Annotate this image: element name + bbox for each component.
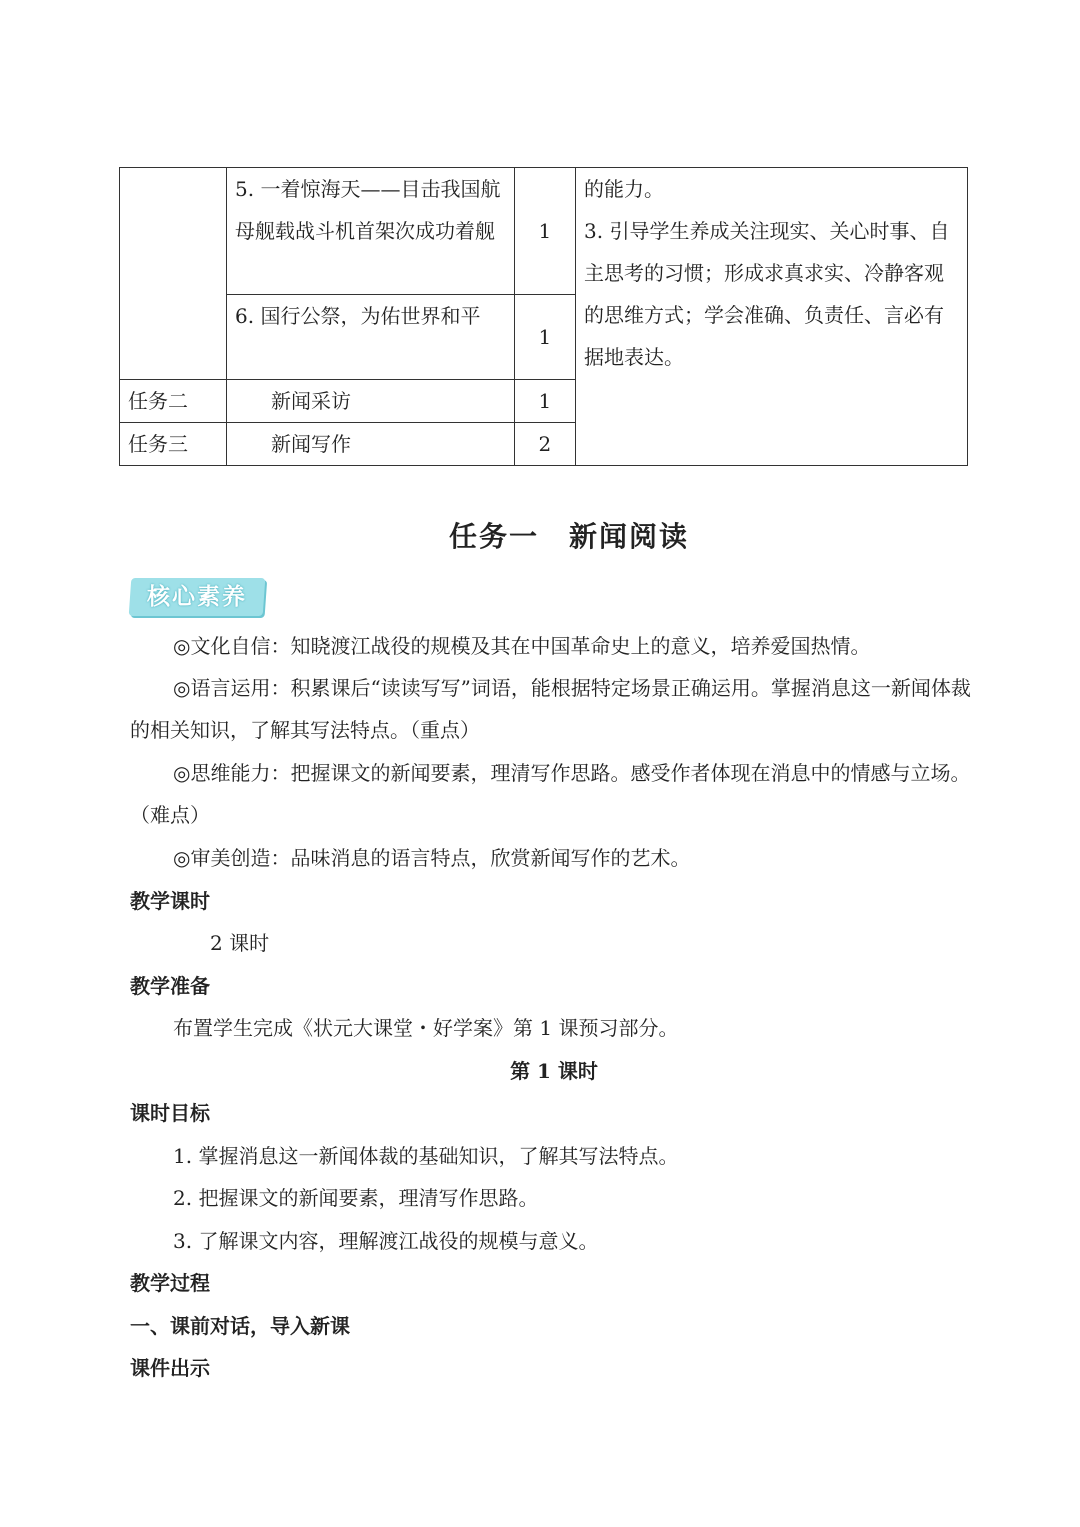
- core-item-thinking: ◎思维能力：把握课文的新闻要素，理清写作思路。感受作者体现在消息中的情感与立场。（难点）: [130, 761, 971, 827]
- item-cell: 6. 国行公祭，为佑世界和平: [227, 295, 515, 380]
- goals-cell: 的能力。 3. 引导学生养成关注现实、关心时事、自主思考的习惯；形成求真求实、冷静客观的思维方式；学会准确、负责任、言必有据地表达。: [576, 168, 968, 466]
- core-item-language: ◎语言运用：积累课后“读读写写”词语，能根据特定场景正确运用。掌握消息这一新闻体裁的相关知识，了解其写法特点。（重点）: [130, 676, 971, 742]
- core-item-culture: ◎文化自信：知晓渡江战役的规模及其在中国革命史上的意义，培养爱国热情。: [173, 634, 871, 658]
- courseware-heading: 课件出示: [130, 1356, 210, 1380]
- core-item-aesthetic: ◎审美创造：品味消息的语言特点，欣赏新闻写作的艺术。: [173, 846, 691, 870]
- item-cell: 新闻采访: [227, 380, 515, 423]
- hours-cell: 1: [514, 380, 575, 423]
- lesson-goal-item: 1. 掌握消息这一新闻体裁的基础知识，了解其写法特点。: [173, 1144, 679, 1168]
- table-row: [120, 168, 968, 295]
- process-step-heading: 一、课前对话，导入新课: [130, 1314, 350, 1338]
- item-cell: 5. 一着惊海天——目击我国航母舰载战斗机首架次成功着舰: [227, 168, 515, 295]
- lesson-plan-table: [119, 167, 968, 466]
- hours-cell: 1: [514, 295, 575, 380]
- task-cell: 任务三: [120, 423, 227, 466]
- hours-cell: 2: [514, 423, 575, 466]
- teaching-prep-value: 布置学生完成《状元大课堂・好学案》第 1 课预习部分。: [173, 1016, 679, 1040]
- lesson-goal-item: 3. 了解课文内容，理解渡江战役的规模与意义。: [173, 1229, 599, 1253]
- lesson-goal-item: 2. 把握课文的新闻要素，理清写作思路。: [173, 1186, 539, 1210]
- teaching-hours-value: 2 课时: [210, 931, 270, 955]
- hours-cell: 1: [514, 168, 575, 295]
- lesson-heading: 第 1 课时: [510, 1059, 598, 1083]
- task-cell: 任务二: [120, 380, 227, 423]
- teaching-hours-heading: 教学课时: [130, 889, 210, 913]
- section-title: 任务一 新闻阅读: [448, 520, 689, 553]
- lesson-goals-heading: 课时目标: [130, 1101, 210, 1125]
- core-literacy-badge: [129, 578, 266, 616]
- teaching-prep-heading: 教学准备: [130, 974, 210, 998]
- item-cell: 新闻写作: [227, 423, 515, 466]
- badge-label: 核心素养: [147, 583, 247, 610]
- task-cell: [120, 168, 227, 380]
- process-heading: 教学过程: [130, 1271, 210, 1295]
